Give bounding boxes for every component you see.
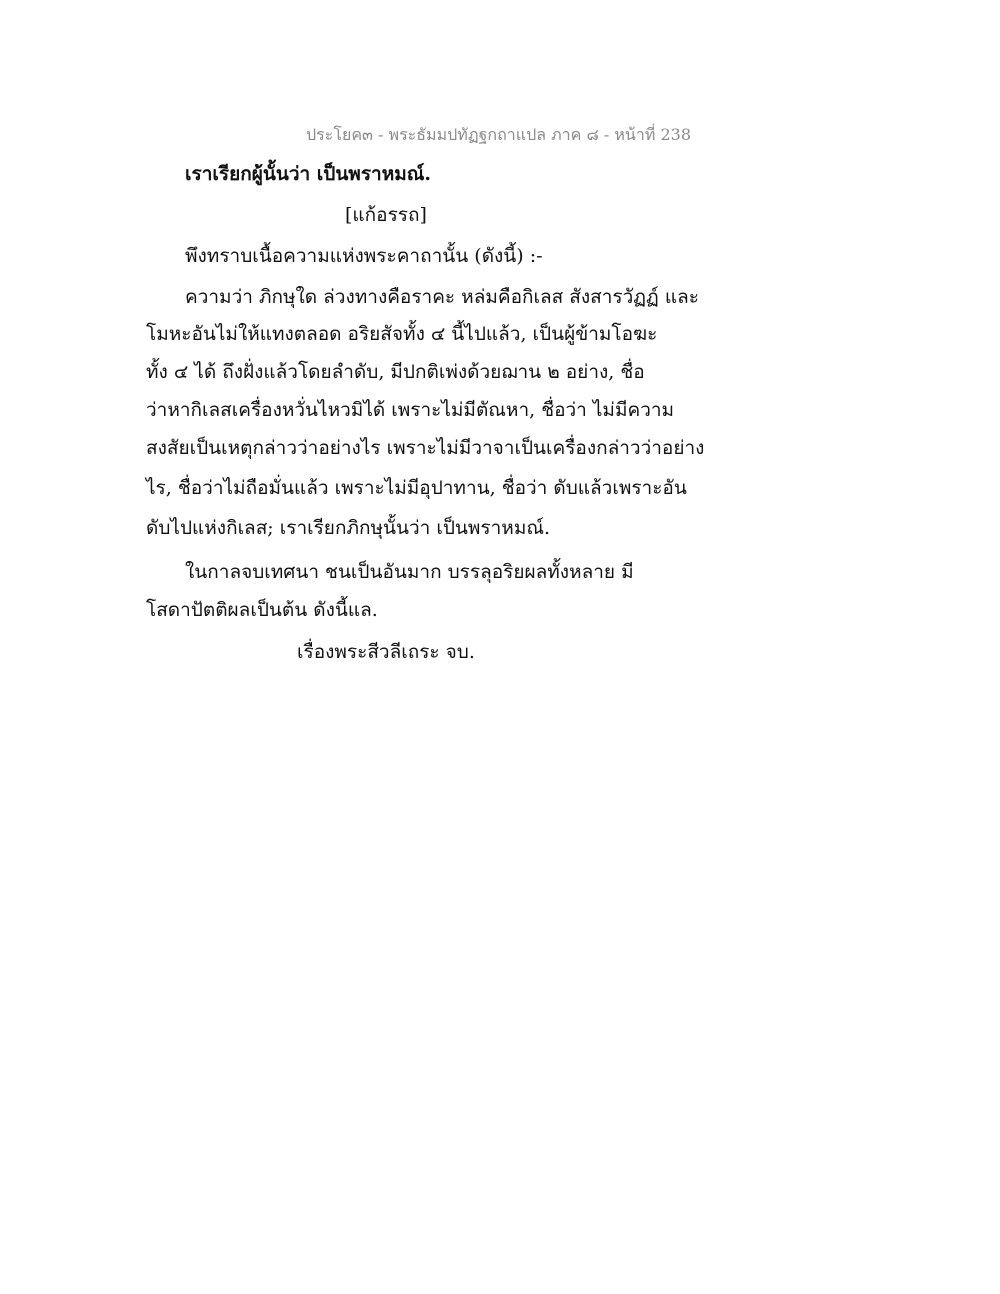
paragraph-line: ทั้ง ๔ ได้ ถึงฝั่งแล้วโดยลำดับ, มีปกติเพ่งด้วยฌาน ๒ อย่าง, ชื่อ [146,361,645,383]
page-header: ประโยค๓ - พระธัมมปทัฏฐกถาแปล ภาค ๘ - หน้าที่ 238 [306,125,691,144]
paragraph-line: ว่าหากิเลสเครื่องหวั่นไหวมิได้ เพราะไม่มีตัณหา, ชื่อว่า ไม่มีความ [146,399,675,421]
verse-closing-line: เราเรียกผู้นั้นว่า เป็นพราหมณ์. [185,163,431,185]
intro-line: พึงทราบเนื้อความแห่งพระคาถานั้น (ดังนี้) :- [185,245,543,267]
paragraph-line: โสดาปัตติผลเป็นต้น ดังนี้แล. [146,599,378,621]
paragraph-line: ไร, ชื่อว่าไม่ถือมั่นแล้ว เพราะไม่มีอุปาทาน, ชื่อว่า ดับแล้วเพราะอัน [146,477,687,499]
paragraph-line: ความว่า ภิกษุใด ล่วงทางคือราคะ หล่มคือกิเลส สังสารวัฏฏ์ และ [185,286,699,308]
story-end-line: เรื่องพระสีวลีเถระ จบ. [297,641,475,663]
paragraph-line: ในกาลจบเทศนา ชนเป็นอันมาก บรรลุอริยผลทั้งหลาย มี [185,561,634,583]
paragraph-line: ดับไปแห่งกิเลส; เราเรียกภิกษุนั้นว่า เป็นพราหมณ์. [146,517,551,539]
paragraph-line: โมหะอันไม่ให้แทงตลอด อริยสัจทั้ง ๔ นี้ไปแล้ว, เป็นผู้ข้ามโอฆะ [146,323,658,345]
section-heading: [แก้อรรถ] [345,204,427,226]
paragraph-line: สงสัยเป็นเหตุกล่าวว่าอย่างไร เพราะไม่มีวาจาเป็นเครื่องกล่าวว่าอย่าง [146,437,705,459]
